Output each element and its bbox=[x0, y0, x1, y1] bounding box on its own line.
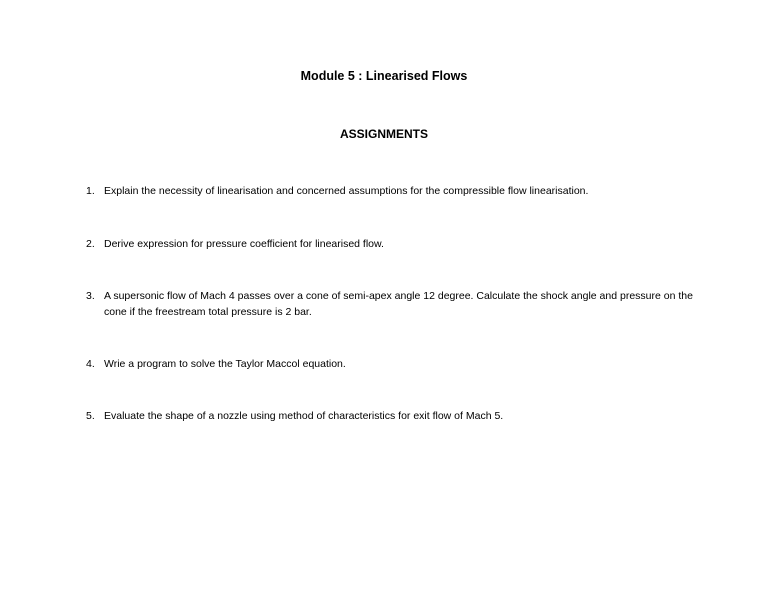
list-item-number: 5. bbox=[86, 410, 95, 422]
list-item-number: 2. bbox=[86, 238, 95, 250]
list-item-text: Derive expression for pressure coefficient for linearised flow. bbox=[104, 238, 384, 250]
list-item-text: Wrie a program to solve the Taylor Maccol equation. bbox=[104, 358, 346, 370]
list-item-number: 3. bbox=[86, 290, 95, 302]
list-item-number: 4. bbox=[86, 358, 95, 370]
list-item-text: A supersonic flow of Mach 4 passes over a cone of semi-apex angle 12 degree. Calculate the shock angle and pressure on the cone if the freestream total pressure is 2 bar. bbox=[104, 290, 693, 318]
page-title: Module 5 : Linearised Flows bbox=[300, 69, 468, 83]
list-item-text: Evaluate the shape of a nozzle using method of characteristics for exit flow of Mach 5. bbox=[104, 410, 504, 422]
list-item-text: Explain the necessity of linearisation and concerned assumptions for the compressible flow linearisation. bbox=[104, 185, 589, 197]
section-heading: ASSIGNMENTS bbox=[339, 127, 428, 141]
list-item-number: 1. bbox=[86, 185, 95, 197]
